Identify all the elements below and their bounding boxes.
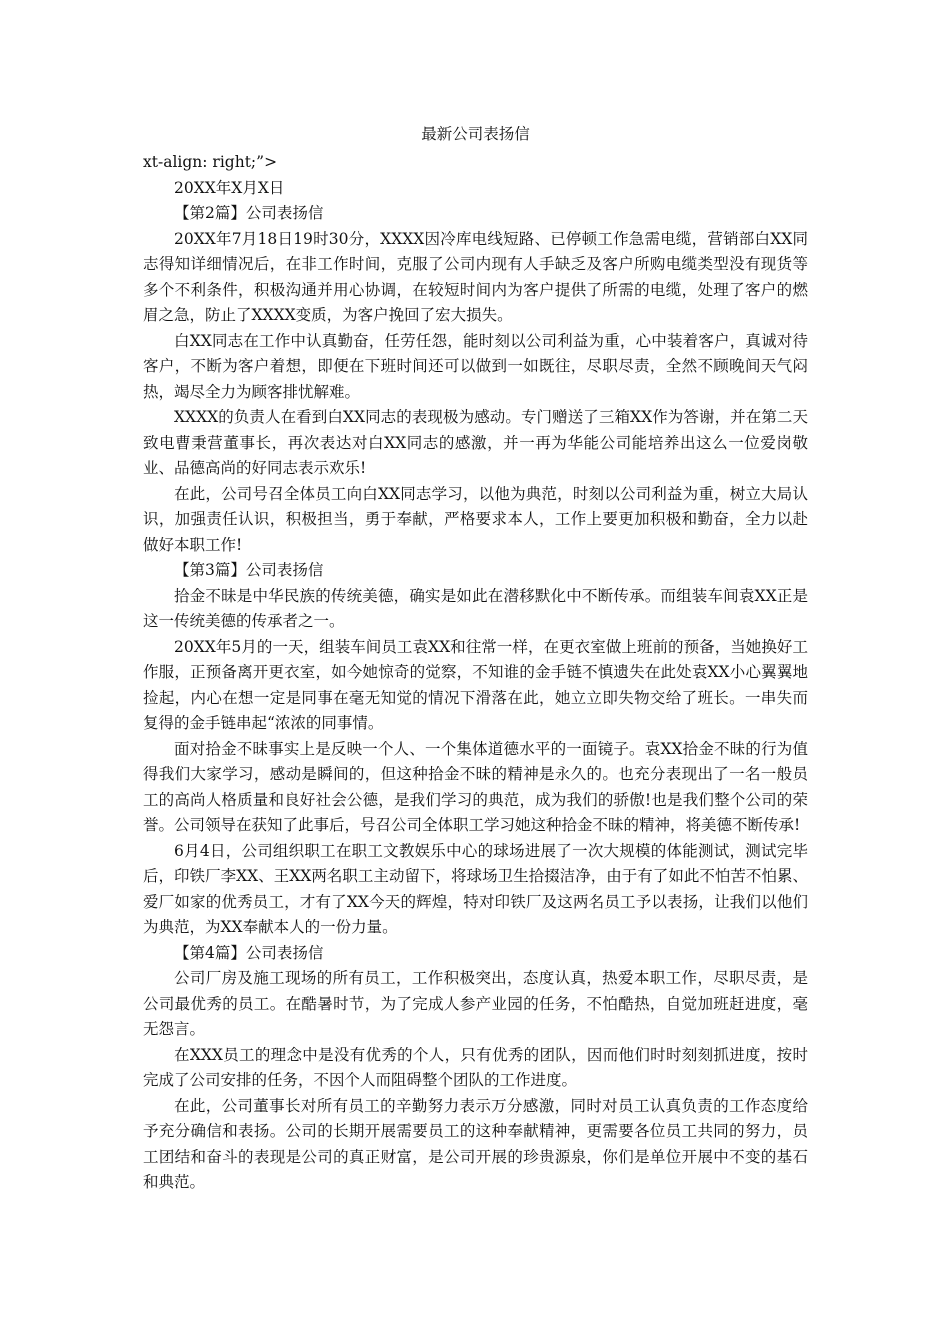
paragraph: 在此，公司号召全体员工向白XX同志学习，以他为典范，时刻以公司利益为重，树立大局认识，加强责任认识，积极担当，勇于奉献，严格要求本人，工作上要更加积极和勤奋，全力以赴做好本职工作! bbox=[143, 484, 808, 554]
stray-markup-text: xt-align: right;”> bbox=[143, 153, 278, 171]
letter-date: 20XX年X月X日 bbox=[174, 178, 285, 197]
paragraph: 公司厂房及施工现场的所有员工，工作积极突出，态度认真，热爱本职工作，尽职尽责，是公司最优秀的员工。在酷暑时节，为了完成人参产业园的任务，不怕酷热，自觉加班赶进度，毫无怨言。 bbox=[143, 969, 808, 1038]
paragraph: 拾金不昧是中华民族的传统美德，确实是如此在潜移默化中不断传承。而组装车间袁XX正是这一传统美德的传承者之一。 bbox=[143, 586, 808, 630]
paragraph: 白XX同志在工作中认真勤奋，任劳任怨，能时刻以公司利益为重，心中装着客户，真诚对待客户，不断为客户着想，即便在下班时间还可以做到一如既往，尽职尽责，全然不顾晚间天气闷热，竭尽全力为顾客排忧解难。 bbox=[143, 331, 808, 401]
section-heading-2: 【第2篇】公司表扬信 bbox=[174, 204, 324, 222]
paragraph: 20XX年5月的一天，组装车间员工袁XX和往常一样，在更衣室做上班前的预备，当她换好工作服，正预备离开更衣室，如今她惊奇的觉察，不知谁的金手链不慎遗失在此处袁XX小心翼翼地捡起，内心在想一定是同事在毫无知觉的情况下滑落在此，她立立即失物交给了班长。一串失而复得的金手链串起“浓浓的同事情。 bbox=[143, 637, 808, 732]
paragraph: 在此，公司董事长对所有员工的辛勤努力表示万分感激，同时对员工认真负责的工作态度给予充分确信和表扬。公司的长期开展需要员工的这种奉献精神，更需要各位员工共同的努力，员工团结和奋斗的表现是公司的真正财富，是公司开展的珍贵源泉，你们是单位开展中不变的基石和典范。 bbox=[143, 1096, 808, 1191]
section-heading-3: 【第3篇】公司表扬信 bbox=[174, 561, 324, 579]
section-heading-4: 【第4篇】公司表扬信 bbox=[174, 943, 324, 962]
document-title: 最新公司表扬信 bbox=[421, 125, 530, 143]
paragraph: 6月4日，公司组织职工在职工文教娱乐中心的球场进展了一次大规模的体能测试，测试完毕后，印铁厂李XX、王XX两名职工主动留下，将球场卫生拾掇洁净，由于有了如此不怕苦不怕累、爱厂如家的优秀员工，才有了XX今天的辉煌，特对印铁厂及这两名员工予以表扬，让我们以他们为典范，为XX奉献本人的一份力量。 bbox=[143, 841, 808, 936]
paragraph: 20XX年7月18日19时30分，XXXX因冷库电线短路、已停顿工作急需电缆，营销部白XX同志得知详细情况后，在非工作时间，克服了公司内现有人手缺乏及客户所购电缆类型没有现货等多个不利条件，积极沟通并用心协调，在较短时间内为客户提供了所需的电缆，处理了客户的燃眉之急，防止了XXXX变质，为客户挽回了宏大损失。 bbox=[143, 229, 808, 324]
paragraph: 面对拾金不昧事实上是反映一个人、一个集体道德水平的一面镜子。袁XX拾金不昧的行为值得我们大家学习，感动是瞬间的，但这种拾金不昧的精神是永久的。也充分表现出了一名一般员工的高尚人格质量和良好社会公德，是我们学习的典范，成为我们的骄傲!也是我们整个公司的荣誉。公司领导在获知了此事后，号召公司全体职工学习她这种拾金不昧的精神，将美德不断传承! bbox=[143, 739, 808, 834]
paragraph: 在XXX员工的理念中是没有优秀的个人，只有优秀的团队，因而他们时时刻刻抓进度，按时完成了公司安排的任务，不因个人而阻碍整个团队的工作进度。 bbox=[143, 1045, 808, 1089]
paragraph: XXXX的负责人在看到白XX同志的表现极为感动。专门赠送了三箱XX作为答谢，并在第二天致电曹秉营董事长，再次表达对白XX同志的感激，并一再为华能公司能培养出这么一位爱岗敬业、品德高尚的好同志表示欢乐! bbox=[143, 408, 808, 477]
document-page bbox=[143, 122, 808, 1196]
